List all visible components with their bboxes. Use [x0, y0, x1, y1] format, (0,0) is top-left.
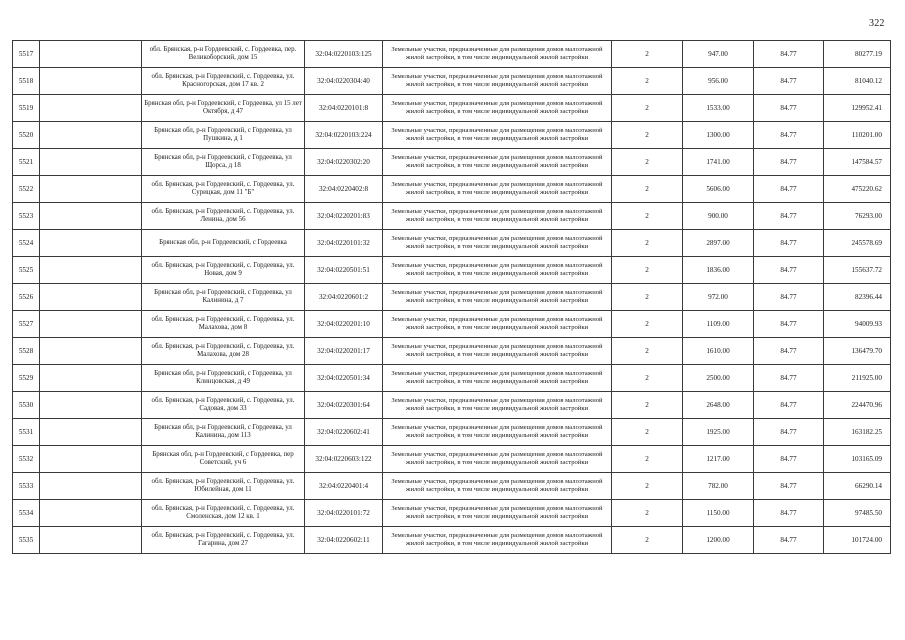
group-cell: 2 — [612, 365, 683, 392]
rate-cell: 84.77 — [754, 527, 824, 554]
land-use-cell: Земельные участки, предназначенные для размещения домов малоэтажной жилой застройки, в том числе индивидуальной жилой застройки — [383, 446, 612, 473]
rate-cell: 84.77 — [754, 338, 824, 365]
cadastral-value-cell: 97485.50 — [824, 500, 891, 527]
land-use-cell: Земельные участки, предназначенные для размещения домов малоэтажной жилой застройки, в том числе индивидуальной жилой застройки — [383, 365, 612, 392]
land-use-cell: Земельные участки, предназначенные для размещения домов малоэтажной жилой застройки, в том числе индивидуальной жилой застройки — [383, 257, 612, 284]
address-cell: Брянская обл, р-н Гордеевский, с Гордеевка, ул Калинина, дом 113 — [142, 419, 305, 446]
cadastral-value-cell: 82396.44 — [824, 284, 891, 311]
row-number-cell: 5529 — [13, 365, 40, 392]
row-number-cell: 5520 — [13, 122, 40, 149]
address-cell: обл. Брянская, р-н Гордеевский, с. Гордеевка, ул. Сурицкая, дом 11 "Б" — [142, 176, 305, 203]
table-row — [13, 122, 891, 149]
address-cell: Брянская обл, р-н Гордеевский, с Гордеевка, ул Калинина, д 7 — [142, 284, 305, 311]
blank-cell — [40, 419, 142, 446]
group-cell: 2 — [612, 446, 683, 473]
blank-cell — [40, 149, 142, 176]
register-body — [13, 41, 891, 554]
land-use-cell: Земельные участки, предназначенные для размещения домов малоэтажной жилой застройки, в том числе индивидуальной жилой застройки — [383, 500, 612, 527]
cadastral-value-cell: 136479.70 — [824, 338, 891, 365]
area-cell: 2648.00 — [683, 392, 754, 419]
cadastral-number-cell: 32:04:0220201:83 — [305, 203, 383, 230]
group-cell: 2 — [612, 149, 683, 176]
rate-cell: 84.77 — [754, 176, 824, 203]
blank-cell — [40, 257, 142, 284]
land-use-cell: Земельные участки, предназначенные для размещения домов малоэтажной жилой застройки, в том числе индивидуальной жилой застройки — [383, 338, 612, 365]
land-use-cell: Земельные участки, предназначенные для размещения домов малоэтажной жилой застройки, в том числе индивидуальной жилой застройки — [383, 311, 612, 338]
address-cell: Брянская обл, р-н Гордеевский, с Гордеевка, ул Клинцовская, д 49 — [142, 365, 305, 392]
blank-cell — [40, 284, 142, 311]
table-row — [13, 419, 891, 446]
cadastral-value-cell: 245578.69 — [824, 230, 891, 257]
land-use-cell: Земельные участки, предназначенные для размещения домов малоэтажной жилой застройки, в том числе индивидуальной жилой застройки — [383, 68, 612, 95]
rate-cell: 84.77 — [754, 419, 824, 446]
cadastral-number-cell: 32:04:0220301:64 — [305, 392, 383, 419]
address-cell: обл. Брянская, р-н Гордеевский, с. Гордеевка, ул. Гагарина, дом 27 — [142, 527, 305, 554]
area-cell: 956.00 — [683, 68, 754, 95]
group-cell: 2 — [612, 527, 683, 554]
group-cell: 2 — [612, 95, 683, 122]
rate-cell: 84.77 — [754, 68, 824, 95]
land-use-cell: Земельные участки, предназначенные для размещения домов малоэтажной жилой застройки, в том числе индивидуальной жилой застройки — [383, 149, 612, 176]
land-use-cell: Земельные участки, предназначенные для размещения домов малоэтажной жилой застройки, в том числе индивидуальной жилой застройки — [383, 392, 612, 419]
land-use-cell: Земельные участки, предназначенные для размещения домов малоэтажной жилой застройки, в том числе индивидуальной жилой застройки — [383, 95, 612, 122]
address-cell: Брянская обл, р-н Гордеевский, с Гордеевка — [142, 230, 305, 257]
table-row — [13, 338, 891, 365]
blank-cell — [40, 527, 142, 554]
land-use-cell: Земельные участки, предназначенные для размещения домов малоэтажной жилой застройки, в том числе индивидуальной жилой застройки — [383, 41, 612, 68]
cadastral-number-cell: 32:04:0220201:17 — [305, 338, 383, 365]
rate-cell: 84.77 — [754, 500, 824, 527]
row-number-cell: 5526 — [13, 284, 40, 311]
row-number-cell: 5528 — [13, 338, 40, 365]
group-cell: 2 — [612, 176, 683, 203]
cadastral-value-cell: 211925.00 — [824, 365, 891, 392]
land-use-cell: Земельные участки, предназначенные для размещения домов малоэтажной жилой застройки, в том числе индивидуальной жилой застройки — [383, 284, 612, 311]
row-number-cell: 5523 — [13, 203, 40, 230]
cadastral-number-cell: 32:04:0220402:8 — [305, 176, 383, 203]
cadastral-number-cell: 32:04:0220304:40 — [305, 68, 383, 95]
group-cell: 2 — [612, 311, 683, 338]
rate-cell: 84.77 — [754, 446, 824, 473]
table-row — [13, 41, 891, 68]
blank-cell — [40, 500, 142, 527]
table-row — [13, 392, 891, 419]
rate-cell: 84.77 — [754, 311, 824, 338]
table-row — [13, 176, 891, 203]
address-cell: обл. Брянская, р-н Гордеевский, с. Гордеевка, ул. Ленина, дом 56 — [142, 203, 305, 230]
area-cell: 1200.00 — [683, 527, 754, 554]
area-cell: 972.00 — [683, 284, 754, 311]
table-row — [13, 149, 891, 176]
cadastral-value-cell: 66290.14 — [824, 473, 891, 500]
blank-cell — [40, 338, 142, 365]
row-number-cell: 5524 — [13, 230, 40, 257]
cadastral-number-cell: 32:04:0220602:11 — [305, 527, 383, 554]
area-cell: 2897.00 — [683, 230, 754, 257]
page-number: 322 — [869, 18, 885, 29]
blank-cell — [40, 68, 142, 95]
blank-cell — [40, 446, 142, 473]
blank-cell — [40, 41, 142, 68]
rate-cell: 84.77 — [754, 473, 824, 500]
address-cell: обл. Брянская, р-н Гордеевский, с. Гордеевка, ул. Малахова, дом 8 — [142, 311, 305, 338]
table-row — [13, 95, 891, 122]
cadastral-number-cell: 32:04:0220501:34 — [305, 365, 383, 392]
table-row — [13, 311, 891, 338]
row-number-cell: 5517 — [13, 41, 40, 68]
cadastral-number-cell: 32:04:0220103:125 — [305, 41, 383, 68]
row-number-cell: 5535 — [13, 527, 40, 554]
blank-cell — [40, 473, 142, 500]
land-use-cell: Земельные участки, предназначенные для размещения домов малоэтажной жилой застройки, в том числе индивидуальной жилой застройки — [383, 230, 612, 257]
area-cell: 947.00 — [683, 41, 754, 68]
address-cell: обл. Брянская, р-н Гордеевский, с. Гордеевка, ул. Красногорская, дом 17 кв. 2 — [142, 68, 305, 95]
land-use-cell: Земельные участки, предназначенные для размещения домов малоэтажной жилой застройки, в том числе индивидуальной жилой застройки — [383, 527, 612, 554]
rate-cell: 84.77 — [754, 392, 824, 419]
blank-cell — [40, 122, 142, 149]
address-cell: Брянская обл, р-н Гордеевский, с Гордеевка, пер Советский, уч 6 — [142, 446, 305, 473]
blank-cell — [40, 95, 142, 122]
cadastral-number-cell: 32:04:0220302:20 — [305, 149, 383, 176]
cadastral-value-cell: 101724.00 — [824, 527, 891, 554]
group-cell: 2 — [612, 203, 683, 230]
rate-cell: 84.77 — [754, 230, 824, 257]
rate-cell: 84.77 — [754, 95, 824, 122]
cadastral-number-cell: 32:04:0220601:2 — [305, 284, 383, 311]
blank-cell — [40, 311, 142, 338]
address-cell: обл. Брянская, р-н Гордеевский, с. Гордеевка, ул. Юбилейная, дом 11 — [142, 473, 305, 500]
table-row — [13, 203, 891, 230]
rate-cell: 84.77 — [754, 284, 824, 311]
table-row — [13, 527, 891, 554]
row-number-cell: 5519 — [13, 95, 40, 122]
table-row — [13, 230, 891, 257]
address-cell: Брянская обл, р-н Гордеевский, с Гордеевка, ул Пушкина, д 1 — [142, 122, 305, 149]
land-use-cell: Земельные участки, предназначенные для размещения домов малоэтажной жилой застройки, в том числе индивидуальной жилой застройки — [383, 122, 612, 149]
blank-cell — [40, 203, 142, 230]
cadastral-value-cell: 80277.19 — [824, 41, 891, 68]
cadastral-value-cell: 475220.62 — [824, 176, 891, 203]
area-cell: 1217.00 — [683, 446, 754, 473]
cadastral-number-cell: 32:04:0220101:72 — [305, 500, 383, 527]
row-number-cell: 5525 — [13, 257, 40, 284]
area-cell: 1533.00 — [683, 95, 754, 122]
group-cell: 2 — [612, 122, 683, 149]
table-row — [13, 473, 891, 500]
area-cell: 1300.00 — [683, 122, 754, 149]
row-number-cell: 5534 — [13, 500, 40, 527]
row-number-cell: 5531 — [13, 419, 40, 446]
cadastral-number-cell: 32:04:0220101:8 — [305, 95, 383, 122]
address-cell: обл. Брянская, р-н Гордеевский, с. Гордеевка, ул. Смоленская, дом 12 кв. 1 — [142, 500, 305, 527]
row-number-cell: 5521 — [13, 149, 40, 176]
cadastral-value-cell: 224470.96 — [824, 392, 891, 419]
cadastral-value-cell: 81040.12 — [824, 68, 891, 95]
rate-cell: 84.77 — [754, 122, 824, 149]
row-number-cell: 5532 — [13, 446, 40, 473]
area-cell: 1150.00 — [683, 500, 754, 527]
address-cell: Брянская обл, р-н Гордеевский, с Гордеевка, ул Щорса, д 18 — [142, 149, 305, 176]
group-cell: 2 — [612, 392, 683, 419]
area-cell: 2500.00 — [683, 365, 754, 392]
group-cell: 2 — [612, 473, 683, 500]
table-row — [13, 68, 891, 95]
blank-cell — [40, 176, 142, 203]
cadastral-value-cell: 76293.00 — [824, 203, 891, 230]
area-cell: 5606.00 — [683, 176, 754, 203]
cadastral-number-cell: 32:04:0220603:122 — [305, 446, 383, 473]
rate-cell: 84.77 — [754, 203, 824, 230]
table-row — [13, 500, 891, 527]
area-cell: 1741.00 — [683, 149, 754, 176]
cadastral-number-cell: 32:04:0220201:10 — [305, 311, 383, 338]
table-row — [13, 365, 891, 392]
group-cell: 2 — [612, 338, 683, 365]
land-register-table — [12, 40, 891, 554]
address-cell: обл. Брянская, р-н Гордеевский, с. Гордеевка, ул. Малахова, дом 28 — [142, 338, 305, 365]
cadastral-value-cell: 155637.72 — [824, 257, 891, 284]
row-number-cell: 5533 — [13, 473, 40, 500]
land-use-cell: Земельные участки, предназначенные для размещения домов малоэтажной жилой застройки, в том числе индивидуальной жилой застройки — [383, 176, 612, 203]
area-cell: 782.00 — [683, 473, 754, 500]
row-number-cell: 5518 — [13, 68, 40, 95]
rate-cell: 84.77 — [754, 41, 824, 68]
cadastral-value-cell: 103165.09 — [824, 446, 891, 473]
address-cell: обл. Брянская, р-н Гордеевский, с. Гордеевка, ул. Новая, дом 9 — [142, 257, 305, 284]
blank-cell — [40, 392, 142, 419]
land-use-cell: Земельные участки, предназначенные для размещения домов малоэтажной жилой застройки, в том числе индивидуальной жилой застройки — [383, 473, 612, 500]
rate-cell: 84.77 — [754, 365, 824, 392]
cadastral-number-cell: 32:04:0220501:51 — [305, 257, 383, 284]
row-number-cell: 5530 — [13, 392, 40, 419]
area-cell: 1610.00 — [683, 338, 754, 365]
group-cell: 2 — [612, 419, 683, 446]
table-row — [13, 284, 891, 311]
group-cell: 2 — [612, 230, 683, 257]
address-cell: обл. Брянская, р-н Гордеевский, с. Гордеевка, пер. Великоборский, дом 15 — [142, 41, 305, 68]
cadastral-value-cell: 94009.93 — [824, 311, 891, 338]
table-row — [13, 446, 891, 473]
group-cell: 2 — [612, 41, 683, 68]
area-cell: 1836.00 — [683, 257, 754, 284]
cadastral-value-cell: 163182.25 — [824, 419, 891, 446]
area-cell: 1925.00 — [683, 419, 754, 446]
cadastral-number-cell: 32:04:0220103:224 — [305, 122, 383, 149]
cadastral-number-cell: 32:04:0220101:32 — [305, 230, 383, 257]
cadastral-value-cell: 147584.57 — [824, 149, 891, 176]
land-use-cell: Земельные участки, предназначенные для размещения домов малоэтажной жилой застройки, в том числе индивидуальной жилой застройки — [383, 203, 612, 230]
area-cell: 900.00 — [683, 203, 754, 230]
group-cell: 2 — [612, 284, 683, 311]
cadastral-number-cell: 32:04:0220401:4 — [305, 473, 383, 500]
area-cell: 1109.00 — [683, 311, 754, 338]
rate-cell: 84.77 — [754, 257, 824, 284]
blank-cell — [40, 365, 142, 392]
blank-cell — [40, 230, 142, 257]
row-number-cell: 5522 — [13, 176, 40, 203]
address-cell: обл. Брянская, р-н Гордеевский, с. Гордеевка, ул. Садовая, дом 33 — [142, 392, 305, 419]
cadastral-value-cell: 129952.41 — [824, 95, 891, 122]
land-use-cell: Земельные участки, предназначенные для размещения домов малоэтажной жилой застройки, в том числе индивидуальной жилой застройки — [383, 419, 612, 446]
group-cell: 2 — [612, 68, 683, 95]
cadastral-number-cell: 32:04:0220602:41 — [305, 419, 383, 446]
group-cell: 2 — [612, 257, 683, 284]
rate-cell: 84.77 — [754, 149, 824, 176]
row-number-cell: 5527 — [13, 311, 40, 338]
address-cell: Брянская обл, р-н Гордеевский, с Гордеевка, ул 15 лет Октября, д 47 — [142, 95, 305, 122]
group-cell: 2 — [612, 500, 683, 527]
cadastral-value-cell: 110201.00 — [824, 122, 891, 149]
table-row — [13, 257, 891, 284]
